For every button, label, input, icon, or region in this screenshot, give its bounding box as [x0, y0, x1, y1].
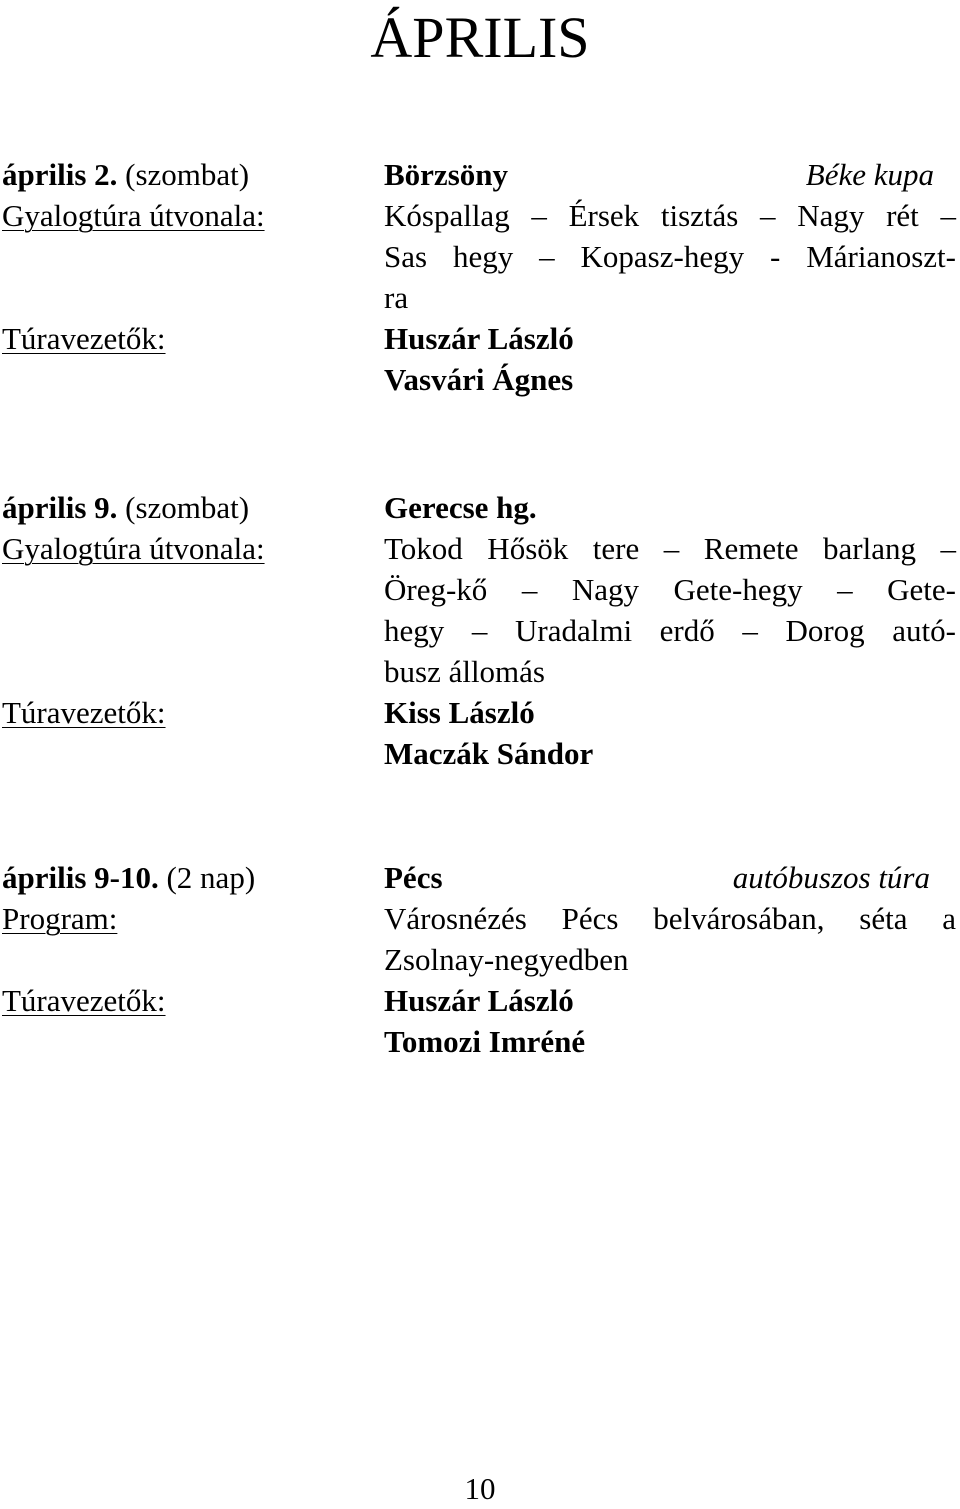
- program-line: Városnézés Pécs belvárosában, séta a: [384, 901, 956, 936]
- leaders-label: Túravezetők:: [2, 983, 166, 1018]
- leaders-row: [0, 359, 960, 400]
- leaders-row: [0, 980, 960, 1021]
- event-day: (2 nap): [158, 860, 256, 895]
- program-row: [0, 939, 960, 980]
- event-april-2: [0, 154, 960, 400]
- event-april-9: [0, 487, 960, 774]
- leader-name: Huszár László: [384, 321, 574, 356]
- event-date: [2, 857, 255, 898]
- event-header: [0, 857, 960, 898]
- program-line: Zsolnay-negyedben: [384, 942, 629, 977]
- leader-name: Huszár László: [384, 983, 574, 1018]
- route-line: Öreg-kő – Nagy Gete-hegy – Gete-: [384, 572, 956, 607]
- event-date-bold: április 2.: [2, 157, 118, 192]
- route-row: [0, 277, 960, 318]
- route-label: Gyalogtúra útvonala:: [2, 198, 265, 233]
- leaders-label: Túravezetők:: [2, 321, 166, 356]
- program-label: Program:: [2, 901, 118, 936]
- event-date-bold: április 9.: [2, 490, 118, 525]
- event-date-bold: április 9-10.: [2, 860, 159, 895]
- leader-name: Maczák Sándor: [384, 736, 594, 771]
- event-note: Béke kupa: [805, 157, 934, 192]
- leader-name: Vasvári Ágnes: [384, 362, 574, 397]
- event-date: [2, 487, 249, 528]
- route-label: Gyalogtúra útvonala:: [2, 531, 265, 566]
- event-location: Gerecse hg.: [384, 490, 537, 525]
- leaders-label: Túravezetők:: [2, 695, 166, 730]
- route-line: Sas hegy – Kopasz-hegy - Márianoszt-: [384, 239, 956, 274]
- route-row: [0, 569, 960, 610]
- route-row: [0, 610, 960, 651]
- route-row: [0, 195, 960, 236]
- event-location: Börzsöny: [384, 157, 508, 192]
- route-line: busz állomás: [384, 654, 545, 689]
- route-line: Kóspallag – Érsek tisztás – Nagy rét –: [384, 198, 956, 233]
- event-location: Pécs: [384, 860, 443, 895]
- leaders-row: [0, 1021, 960, 1062]
- event-header: [0, 154, 960, 195]
- event-header: [0, 487, 960, 528]
- event-date: [2, 154, 249, 195]
- event-note: autóbuszos túra: [732, 860, 930, 895]
- page-title: ÁPRILIS: [370, 5, 590, 70]
- program-row: [0, 898, 960, 939]
- event-april-9-10: [0, 857, 960, 1062]
- route-row: [0, 528, 960, 569]
- leaders-row: [0, 318, 960, 359]
- route-row: [0, 236, 960, 277]
- leaders-row: [0, 692, 960, 733]
- route-line: hegy – Uradalmi erdő – Dorog autó-: [384, 613, 956, 648]
- leaders-row: [0, 733, 960, 774]
- route-line: Tokod Hősök tere – Remete barlang –: [384, 531, 956, 566]
- event-day: (szombat): [117, 157, 250, 192]
- page-number: 10: [464, 1471, 496, 1506]
- route-row: [0, 651, 960, 692]
- leader-name: Tomozi Imréné: [384, 1024, 586, 1059]
- leader-name: Kiss László: [384, 695, 535, 730]
- route-line: ra: [384, 280, 409, 315]
- event-day: (szombat): [117, 490, 250, 525]
